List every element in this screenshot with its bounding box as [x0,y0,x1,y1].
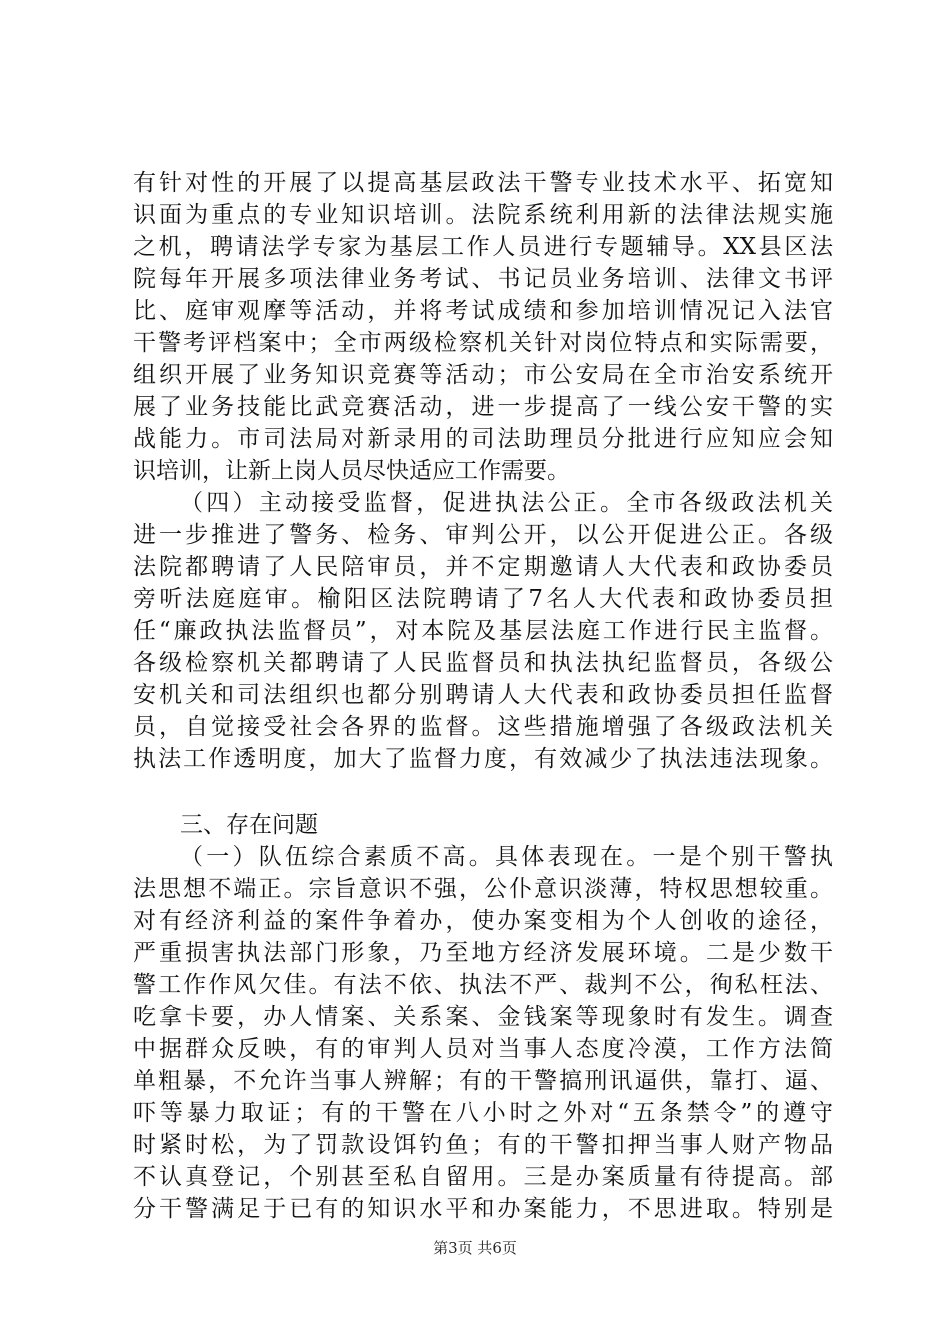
paragraph-line: 时紧时松，为了罚款设饵钓鱼；有的干警扣押当事人财产物品 [133,1132,833,1158]
paragraph-line: 有针对性的开展了以提高基层政法干警专业技术水平、拓宽知 [133,170,833,196]
paragraph-line: 单粗暴，不允许当事人辨解；有的干警搞刑讯逼供，靠打、逼、 [133,1068,833,1094]
paragraph-line: 之机，聘请法学专家为基层工作人员进行专题辅导。XX县区法 [133,234,833,260]
paragraph-line: 任“廉政执法监督员”，对本院及基层法庭工作进行民主监督。 [133,618,833,644]
paragraph-line: 安机关和司法组织也都分别聘请人大代表和政协委员担任监督 [133,682,833,708]
paragraph-line: 各级检察机关都聘请了人民监督员和执法执纪监督员，各级公 [133,650,833,676]
paragraph-line: （四）主动接受监督，促进执法公正。全市各级政法机关 [180,490,833,516]
paragraph-line: 分干警满足于已有的知识水平和办案能力，不思进取。特别是 [133,1196,833,1222]
paragraph-line: 旁听法庭庭审。榆阳区法院聘请了7名人大代表和政协委员担 [133,586,833,612]
paragraph-line: （一）队伍综合素质不高。具体表现在。一是个别干警执 [180,844,833,870]
paragraph-line: 进一步推进了警务、检务、审判公开，以公开促进公正。各级 [133,522,833,548]
page-number: 第3页 共6页 [433,1239,517,1257]
paragraph-line: 干警考评档案中；全市两级检察机关针对岗位特点和实际需要， [133,330,833,356]
paragraph-line: 执法工作透明度，加大了监督力度，有效减少了执法违法现象。 [133,746,833,772]
paragraph-line: 吃拿卡要，办人情案、关系案、金钱案等现象时有发生。调查 [133,1004,833,1030]
paragraph-line: 警工作作风欠佳。有法不依、执法不严、裁判不公，徇私枉法、 [133,972,833,998]
paragraph-line: 组织开展了业务知识竞赛等活动；市公安局在全市治安系统开 [133,362,833,388]
paragraph-line: 展了业务技能比武竞赛活动，进一步提高了一线公安干警的实 [133,394,833,420]
paragraph-line: 对有经济利益的案件争着办，使办案变相为个人创收的途径， [133,908,833,934]
paragraph-line: 严重损害执法部门形象，乃至地方经济发展环境。二是少数干 [133,940,833,966]
paragraph-line: 战能力。市司法局对新录用的司法助理员分批进行应知应会知 [133,426,833,452]
paragraph-line: 员，自觉接受社会各界的监督。这些措施增强了各级政法机关 [133,714,833,740]
paragraph-line: 吓等暴力取证；有的干警在八小时之外对“五条禁令”的遵守 [133,1100,833,1126]
paragraph-line: 比、庭审观摩等活动，并将考试成绩和参加培训情况记入法官 [133,298,833,324]
paragraph-line: 不认真登记，个别甚至私自留用。三是办案质量有待提高。部 [133,1164,833,1190]
paragraph-line: 识面为重点的专业知识培训。法院系统利用新的法律法规实施 [133,202,833,228]
paragraph-line: 法院都聘请了人民陪审员，并不定期邀请人大代表和政协委员 [133,554,833,580]
paragraph-line: 识培训，让新上岗人员尽快适应工作需要。 [133,458,570,484]
paragraph-line: 法思想不端正。宗旨意识不强，公仆意识淡薄，特权思想较重。 [133,876,833,902]
paragraph-line: 中据群众反映，有的审判人员对当事人态度冷漠，工作方法简 [133,1036,833,1062]
paragraph-line: 院每年开展多项法律业务考试、书记员业务培训、法律文书评 [133,266,833,292]
section-heading: 三、存在问题 [180,812,318,838]
